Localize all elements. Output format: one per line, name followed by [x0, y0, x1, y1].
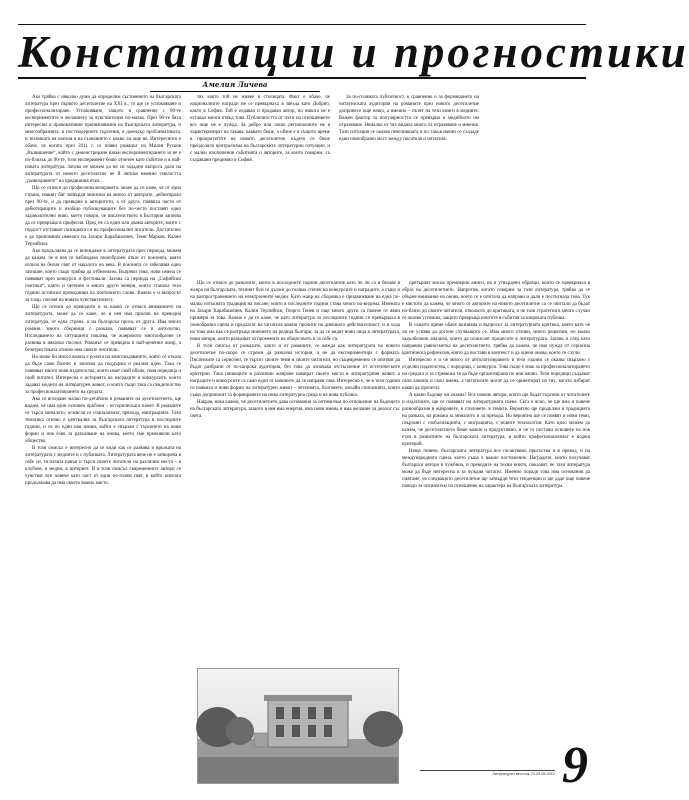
paragraph: А какво бъдеще ни очаква? Все повече автори, които ще бъдат търсени от читателите и издателите, ще се появяват на литературната сцена. Сега е ясно, че ще има и повече разнообразие в жанровете, в стиловете, в темите. Вероятно ще продължи и традицията на разказа, на романа за миналото и за прехода. Но вероятно ще се появят и нови теми, свързани с глобализацията, с миграцията, с новите технологии. Като цяло можем да кажем, че десетилетието беше важно и продуктивно, и че то постави основите на нов етап в развитието на българската литература, в който професионализмът е водещ критерий. — [402, 393, 590, 448]
article-column-4 — [402, 280, 590, 770]
paragraph: Що се отнася до професионализирането, може да се каже, че от една страна, новият бяг затвърди мнозина на много от авторите, дебютирали през 90-те, и да превърне в авторитети, а от друга, появиха части от дебютиращите и изобщо публикуващите без по-често поставят едно задоволително ниво, което говори, че писателството в България започва да се превръща в професия. Пред не са един или двама авторите, които с гордост отстояват позицията си на професионални писатели. Достатъчно е да припомним имената на Захари Карабашлиев, Теми Марков, Калин Терзийски. — [25, 186, 181, 248]
paragraph: претърпят масов премиерни книги, но и утвърдени образци, които се превърнаха в образ на десетилетието. Напротив, когато говорим за тази литература, трябва да се обърне внимание на онова, което се е опитала да направи и дали е постигнала това. Тук е мястото да кажем, че много от авторите на новото десетилетие са се опитали да бъдат по-близо до своите читатели, отколкото до критиката, и че тази стратегия в много случаи се оказва успешна, защото превръща книгите в събития за широката публика. — [402, 281, 590, 322]
headline: Констатации и прогностики — [18, 27, 689, 77]
headline-rule — [18, 77, 586, 79]
article-column-1 — [25, 94, 181, 772]
paragraph: Нещо повече, българската литература все по-активно присъства и в превод, и на международната сцена, което също е важно постижение. Наградите, които получават български автори в чужбина, и преводите на техни книги, показват, че тази литература може да бъде интересна и за чуждия читател. Именно поради това има основания да смятаме, че следващото десетилетие ще затвърди тези тенденции и ще даде още повече поводи за оптимизъм по отношение на характера на българската литература. — [402, 449, 590, 490]
paragraph: В този смисъл от разказите, както и от романите, се вижда как литературата на новото десетилетие по-скоро се стреми да разказва истории, а не да експериментира с формата. Писателите са сериозни, те търсят своите теми и своите читатели, но същевременно се опитват да бъдат разбрани от по-широка аудитория, без това да означава отстъпление от естетическите критерии. Така пишещите в различни жанрове намират своето място в литературния живот, а наградите и конкурсите са само един от начините да се направи това. Интересно е, че в тези години се появиха и нови форми на литературен живот – четенията, блоговете, онлайн списанията, които също допринасят за формирането на нова литературна среда и на нова публика. — [190, 344, 400, 399]
paragraph: В този смисъл е интересно да се види как се развива и връзката на литературата с медиите и с публиката. Литературата вече не е затворена в себе си, тя излиза навън и търси своите читатели на различни места – в клубове, в медии, в интернет. И в този смисъл съвременните автори се чувстват все повече като част от един по-голям свят, в който книгата продължава да има своето важно място. — [25, 445, 181, 486]
paragraph: Ако продължим да се вглеждаме в литературата през периода, можем да кажем, че в нея се наблюдава своеобразен отказ от поезията, която излиза на белия свят от началото на века. В поезията се забелязва едно затишие, което също трябва да отбележим. Въпреки това, нови имена се появяват през конкурси и фестивали. Затова са периода на „Софийски поетики“, както и четения и много други вечери, които станаха тези години истински проводници на поетичното слово. Важно е и въпросът за т.нар. поезия на новата чувствителност. — [25, 249, 181, 304]
paragraph: Накрая, нека кажем, че десетилетието дава основания за оптимизъм по отношение на бъдещето на българската литература, защото в нея има енергия, има нови имена и има желание за диалог със света. — [190, 400, 400, 420]
building-photo — [197, 668, 399, 784]
top-rule — [18, 24, 586, 25]
paragraph: Ако се вгледаме малко по-детайлно в романите на десетилетието, ще видим, че има един основен проблем – историческата памет. В романите се търси миналото, осмисля се социализмът, прехода, емиграцията. Тази тематика отново е централна за българската литература в последните години, и то по един нов начин, който е свързан с търсенето на нови форми и нов език за разказване на онова, което сме преживели като общество. — [25, 396, 181, 444]
footer-text: Литературен вестник 23-29.05.2012 — [492, 772, 555, 776]
footer-rule — [420, 770, 555, 771]
paragraph: Но може би много важна е ролята на книгоиздаването, която се отказа да бъде само бизнес и започна да поддържа и реални идеи. Така се появяват много нови издателства, които имат свой облик, своя поредица и свой читател. Интересна е историята на наградите и конкурсите, които задават модели на литературен живот, и които също така са свидетелство за професионализирането на средата. — [25, 354, 181, 395]
article-column-3 — [339, 94, 479, 276]
page-number: 9 — [562, 737, 588, 794]
article-column-2 — [190, 94, 330, 276]
paragraph: тях както той не живее в столицата. Факт е обаче, че националните награди не се превърнаха в звезда като Добрич, както в София. Той е издаван и продаван автор, но никога не е оставал много отвъд това. Публичността от пъти на отношението все още не е чужда. За добро или лошо регионалните не я характеризират на такава, каквато беше, а обаче е в същото време в приоритетите на новото десетилетие, където се беше преодоляло централизма на българските литературни ситуации, и с малки изключения събитията и авторите, за които говорим, са създавани предимно в София. — [190, 95, 330, 164]
paragraph: Що се отнася до разказите, които в последните години десетилетие като че ли са в бяхаве в жанра на българската, техният бум се дължи до голяма степен на конкурсите и наградите, а също и на разпространението на електронните медии. Като жанр на сборника е придвижване на една по-малко изтъкната традиция на писане, която в последните години стана много по-видима. Имената на Захари Карабашлиев, Калин Терзийски, Георги Тенев и още много други са повече от явни примери за това. Важно е да се каже, че като литература за последните години се превърнаха в своеобразна сцена и предлагат на читателя важни прочити на днешната действителност, и в хода на това има как се разгръща мнението на редица българи, за да се видят нови лица в литературата, нови автори, които разказват за промените на обществото и за себе си. — [190, 281, 400, 343]
paragraph: Интересно е и че много от антологизирането в тези години се оказва свързано с отделни издателства, с поредици, с конкурси. Това също е знак за професионализирането на средата и за стремежа тя да бъде организирана по нов начин. Тези поредици създават свои канони и свои имена, а читателите могат да се ориентират по тях, когато избират какво да прочетат. — [402, 358, 590, 392]
article-column-wide — [190, 280, 400, 662]
paragraph: Що се отнася до преводите и за какво се отнася вниманието на литературата, може да се каже, че в нея има прилив на преводна литература, от една страна, и на българска проза, от друга. Има много романи, много сборници с разкази, появяват се и антологии. Изследването на ситуацията показва, че жанровото многообразие се развива в няколко посоки. Романът се превърна в най-ценения жанр, а белетристиката отново има своите читатели. — [25, 305, 181, 353]
paragraph: Ако трябва с няколко думи да определим състоянието на българската литература през първото десетилетие на XXI в., то ще се успокояване и професионализиране. Успокояване, защото в сравнение с 90-те експериментите и желанието за чувствително по-малко. През 90-те бяха интересни и провокативни преиначавания на българската литература, и многообразията, и постмодерните търсения, и джендър проблематиката, и техниката на поезия и на съзнанието с какво ли още не. Интересното е обаче, че когато през 2011 г. се появи романът на Милен Русков „Възвишение“, който с демонстриране извън експериментирането за не е по-близък до 90-те, този експеримент беше отчетен като събитие и в най-новата литература. Затова не можем да не си зададем въпроса дали на литературата от новото десетилетие не й липсва именно смелостта „развихрянето“ на предишния етап. — [25, 95, 181, 185]
paragraph: В същото време обаче възниква и въпросът за литературната критика, която като че ли не успява да догони случващото се. Има много отзиви, много рецензии, но малко задълбочени анализи, които да осмислят процесите в литературата. Затова и след като направим равносметка на десетилетието, трябва да кажем, че има нужда от сериозна критическа рефлексия, която да постави в контекст и да оцени онова, което се случи. — [402, 323, 590, 357]
paragraph: За по-голямата публичност, в сравнение и за формирането на читателската аудитория на романите през новото десетилетие допринесе още нещо, а именно – пътят на тези книги в медиите. Важен фактор за популярността се превърна и медийното им отразяване. Немалко от тях видяха много от отразяване и мнения. Тази ситуация се оказва печелившата и по такъв начин се създаде един своеобразен мост между писателя и читателя. — [339, 95, 479, 143]
author-rule — [150, 91, 320, 92]
author-name: Амелия Личева — [202, 80, 268, 89]
